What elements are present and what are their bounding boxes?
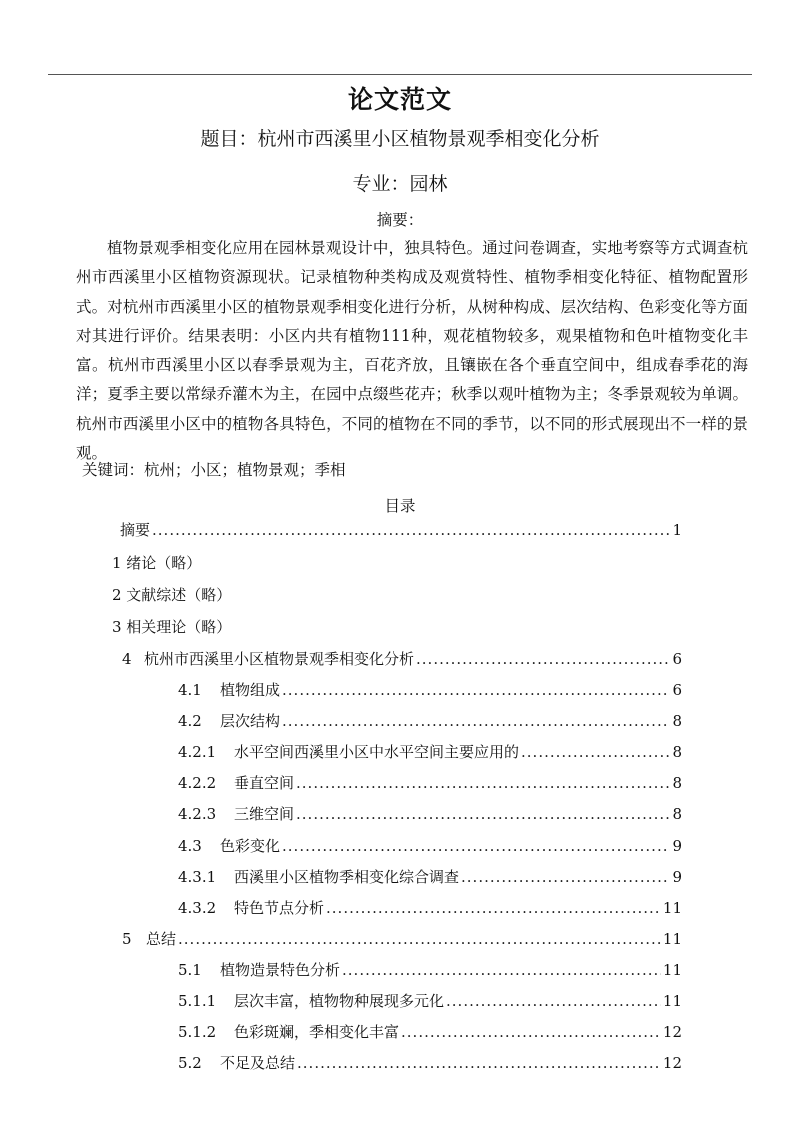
toc-leader	[152, 521, 670, 539]
toc-leader	[461, 868, 670, 886]
toc-item-theory[interactable]	[0, 616, 800, 642]
toc-item-4-2-2[interactable]	[0, 772, 800, 798]
toc-item-label: 杭州市西溪里小区植物景观季相变化分析	[144, 650, 415, 668]
toc-item-review[interactable]	[0, 584, 800, 610]
toc-leader	[296, 774, 670, 792]
thesis-major: 专业：园林	[352, 173, 448, 195]
toc-item-5-1-2[interactable]	[0, 1021, 800, 1047]
keywords: 关键词：杭州；小区；植物景观；季相	[82, 461, 346, 479]
toc-item-number: 4.3.1	[178, 868, 217, 886]
toc-item-number: 5.1.2	[178, 1023, 217, 1041]
toc-item-page: 9	[672, 837, 682, 855]
toc-leader	[326, 899, 661, 917]
toc-leader	[401, 1023, 661, 1041]
toc-item-page: 12	[662, 1023, 682, 1041]
toc-leader	[297, 1054, 661, 1072]
toc-item-intro[interactable]	[0, 552, 800, 578]
toc-item-number: 4.2	[178, 712, 202, 730]
toc-item-4-2-1[interactable]	[0, 741, 800, 767]
toc-item-label: 2 文献综述（略）	[112, 586, 232, 604]
toc-item-label: 色彩变化	[220, 837, 281, 855]
toc-leader	[342, 961, 661, 979]
document-title: 论文范文	[347, 85, 452, 114]
toc-item-label: 三维空间	[234, 805, 295, 823]
toc-item-page: 8	[672, 805, 682, 823]
toc-heading: 目录	[384, 497, 416, 515]
toc-item-label: 水平空间西溪里小区中水平空间主要应用的	[234, 743, 520, 761]
toc-item-page: 8	[672, 743, 682, 761]
toc-item-page: 8	[672, 774, 682, 792]
header-rule	[48, 74, 752, 75]
toc-item-abstract[interactable]	[0, 519, 800, 545]
toc-item-page: 6	[672, 650, 682, 668]
toc-item-number: 4.2.1	[178, 743, 217, 761]
toc-item-4-2-3[interactable]	[0, 803, 800, 829]
toc-item-4-3-1[interactable]	[0, 866, 800, 892]
toc-item-number: 4.3	[178, 837, 202, 855]
toc-item-label: 不足及总结	[220, 1054, 296, 1072]
toc-leader	[296, 805, 670, 823]
toc-item-label: 层次结构	[220, 712, 281, 730]
thesis-topic: 题目：杭州市西溪里小区植物景观季相变化分析	[200, 128, 600, 150]
abstract-heading: 摘要：	[376, 211, 424, 229]
toc-item-page: 12	[662, 1054, 682, 1072]
toc-item-number: 5.1.1	[178, 992, 217, 1010]
toc-item-4-3-2[interactable]	[0, 897, 800, 923]
toc-item-label: 特色节点分析	[234, 899, 325, 917]
toc-item-chapter-5[interactable]	[0, 928, 800, 954]
toc-item-4-2[interactable]	[0, 710, 800, 736]
toc-item-label: 垂直空间	[234, 774, 295, 792]
abstract-body: 植物景观季相变化应用在园林景观设计中，独具特色。通过问卷调查，实地考察等方式调查杭州市西溪里小区植物资源现状。记录植物种类构成及观赏特性、植物季相变化特征、植物配置形式。对杭州市西溪里小区的植物景观季相变化进行分析，从树种构成、层次结构、色彩变化等方面对其进行评价。结果表明：小区内共有植物111种，观花植物较多，观果植物和色叶植物变化丰富。杭州市西溪里小区以春季景观为主，百花齐放，且镶嵌在各个垂直空间中，组成春季花的海洋；夏季主要以常绿乔灌木为主，在园中点缀些花卉；秋季以观叶植物为主；冬季景观较为单调。杭州市西溪里小区中的植物各具特色，不同的植物在不同的季节，以不同的形式展现出不一样的景观。	[76, 239, 748, 463]
toc-item-page: 9	[672, 868, 682, 886]
toc-item-label: 摘要	[120, 521, 151, 539]
toc-item-number: 5.2	[178, 1054, 202, 1072]
toc-item-4-3[interactable]	[0, 835, 800, 861]
toc-leader	[416, 650, 670, 668]
toc-leader	[282, 712, 670, 730]
toc-item-5-1[interactable]	[0, 959, 800, 985]
toc-item-label: 1 绪论（略）	[112, 554, 202, 572]
toc-item-5-1-1[interactable]	[0, 990, 800, 1016]
toc-item-number: 5.1	[178, 961, 202, 979]
toc-leader	[282, 837, 670, 855]
toc-item-chapter-4[interactable]	[0, 648, 800, 674]
toc-item-number: 4.3.2	[178, 899, 217, 917]
toc-item-label: 总结	[146, 930, 177, 948]
toc-item-number: 5	[122, 930, 132, 948]
toc-item-label: 色彩斑斓，季相变化丰富	[234, 1023, 400, 1041]
toc-item-number: 4.1	[178, 681, 202, 699]
toc-item-label: 西溪里小区植物季相变化综合调查	[234, 868, 460, 886]
toc-item-page: 8	[672, 712, 682, 730]
toc-leader	[178, 930, 661, 948]
toc-leader	[521, 743, 670, 761]
toc-leader	[282, 681, 670, 699]
toc-item-4-1[interactable]	[0, 679, 800, 705]
toc-item-label: 层次丰富，植物物种展现多元化	[234, 992, 445, 1010]
toc-item-label: 植物造景特色分析	[220, 961, 341, 979]
toc-item-number: 4.2.2	[178, 774, 217, 792]
toc-item-number: 4.2.3	[178, 805, 217, 823]
toc-item-label: 植物组成	[220, 681, 281, 699]
toc-item-number: 4	[122, 650, 132, 668]
toc-item-page: 1	[672, 521, 682, 539]
toc-item-label: 3 相关理论（略）	[112, 618, 232, 636]
toc-item-page: 11	[662, 930, 682, 948]
toc-item-page: 11	[662, 961, 682, 979]
toc-item-page: 11	[662, 899, 682, 917]
toc-item-5-2[interactable]	[0, 1052, 800, 1078]
toc-item-page: 6	[672, 681, 682, 699]
toc-item-page: 11	[662, 992, 682, 1010]
toc-leader	[446, 992, 661, 1010]
